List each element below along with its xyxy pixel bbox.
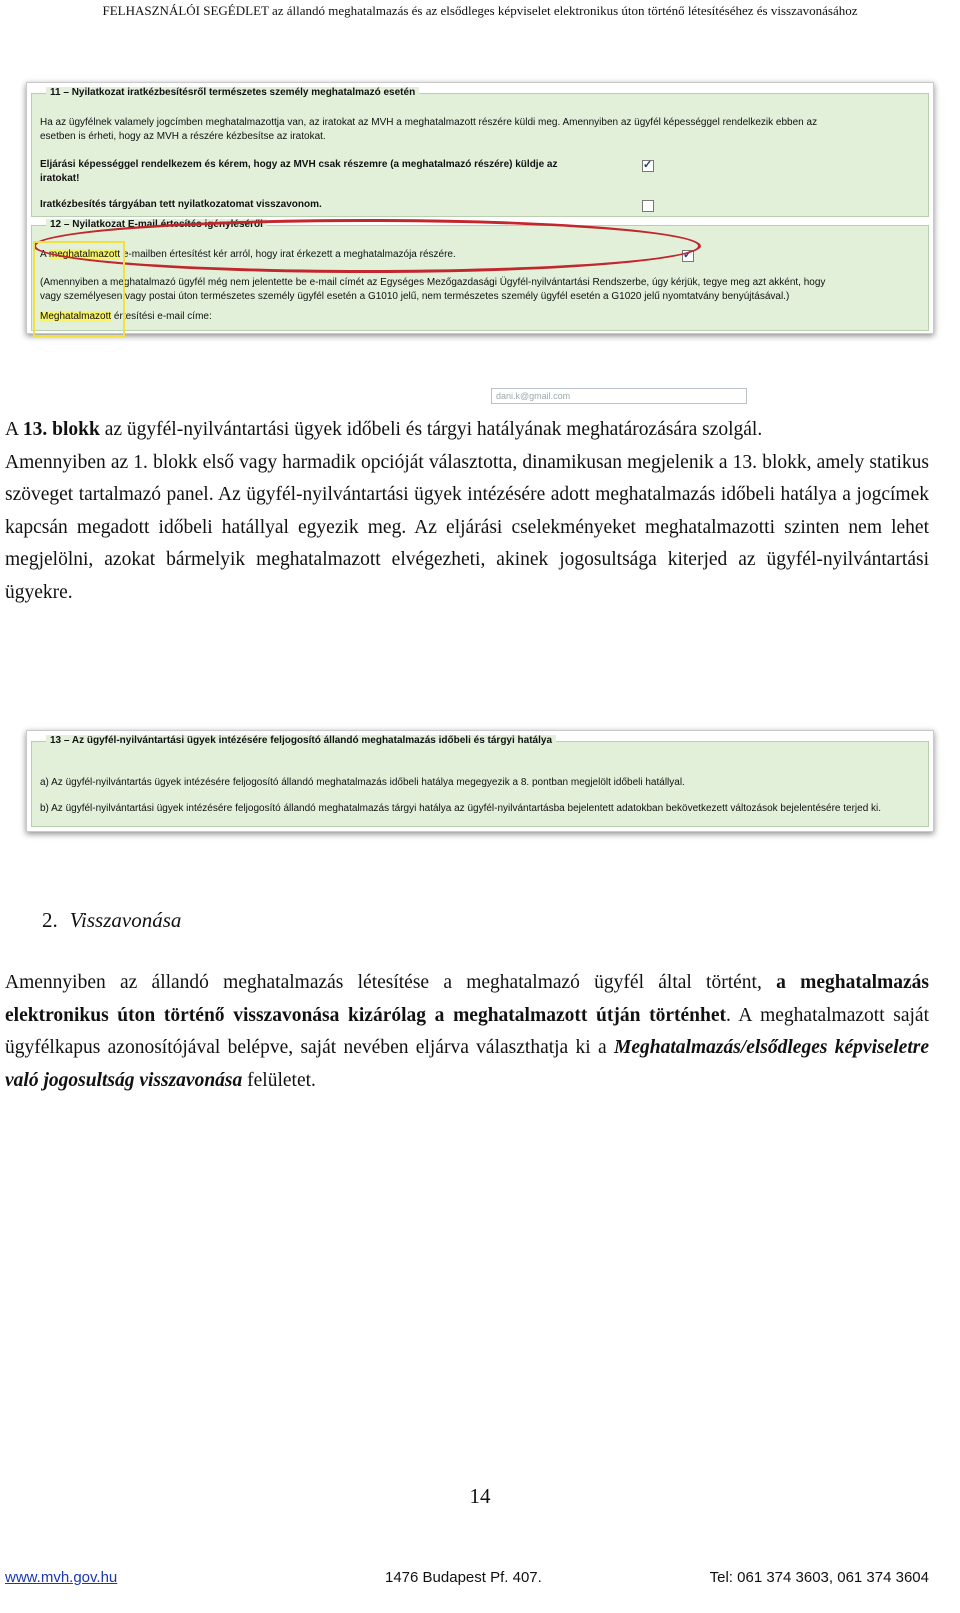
- section-11-option-1-line-1: Eljárási képességgel rendelkezem és kérem, hogy az MVH csak részemre (a meghatalmazó részére) küldje az: [40, 159, 558, 170]
- footer-website-link[interactable]: www.mvh.gov.hu: [5, 1569, 118, 1586]
- section-heading-visszavonasa: [42, 908, 181, 933]
- heading-number: 2.: [42, 908, 58, 932]
- intro-block-reference: 13. blokk: [22, 419, 100, 440]
- footer-address: 1476 Budapest Pf. 407.: [385, 1569, 542, 1586]
- revocation-interface-name: Meghatalmazás/elsődleges képviseletre való jogosultság visszavonása: [5, 1037, 929, 1091]
- section-11-info-line-1: Ha az ügyfélnek valamely jogcímben meghatalmazottja van, az iratokat az MVH a meghatalmazott részére küldi meg. Amennyiben az ügyfél képességgel rendelkezik ebben az: [40, 117, 818, 128]
- section-12-note-line-1: (Amennyiben a meghatalmazó ügyfél még nem jelentette be e-mail címét az Egységes Mezőgazdasági Ügyfél-nyilvántartási Rendszerbe, úgy kérjük, tegye meg azt akként, hogy: [40, 277, 826, 288]
- form-screenshot-section-13: [26, 730, 934, 832]
- section-13-line-a: a) Az ügyfél-nyilvántartás ügyek intézésére feljogosító állandó meghatalmazás időbeli hatálya megegyezik a 8. pontban megjelölt időbeli hatállyal.: [40, 777, 685, 788]
- heading-text: Visszavonása: [69, 908, 182, 932]
- section-12-email-label: [40, 310, 920, 323]
- revocation-text-1: Amennyiben az állandó meghatalmazás létesítése a meghatalmazó ügyfél által történt,: [5, 972, 777, 993]
- intro-text-post: az ügyfél-nyilvántartási ügyek időbeli és tárgyi hatályának meghatározására szolgál.: [99, 419, 763, 440]
- section-13-line-b: b) Az ügyfél-nyilvántartási ügyek intézésére feljogosító állandó meghatalmazás tárgyi hatálya az ügyfél-nyilvántartásba bejelentett adatokban bekövetkezett változások bejelentésére terjed ki.: [40, 803, 882, 814]
- section-12-email-request-post: e-mailben értesítést kér arról, hogy irat érkezett a meghatalmazója részére.: [120, 249, 456, 260]
- revocation-bold-statement: a meghatalmazás elektronikus úton történő visszavonása kizárólag a meghatalmazott útján történhet: [5, 972, 929, 1026]
- form-screenshot-sections-11-12: [26, 82, 934, 401]
- section-13-body: Amennyiben az 1. blokk első vagy harmadik opcióját választotta, dinamikusan megjelenik a 13. blokk, amely statikus szöveget tartalmazó panel. Az ügyfél-nyilvántartási ügyek intézésére adott meghatalmazás időbeli hatálya a jogcímek kapcsán megadott időbeli hatállyal egyezik meg. Az eljárási cselekményeket meghatalmazotti szinten nem lehet megjelölni, azokat bármelyik meghatalmazott elvégezheti, akinek jogosultsága kiterjed az ügyfél-nyilvántartási ügyekre.: [5, 451, 929, 603]
- section-12-email-label-highlight: Meghatalmazott: [40, 311, 112, 322]
- yellow-annotation-box: [33, 241, 125, 337]
- section-11-title: 11 – Nyilatkozat iratkézbesítésről természetes személy meghatalmazó esetén: [46, 87, 419, 98]
- section-11-option-2-checkbox[interactable]: [642, 200, 654, 212]
- section-13-panel: [31, 735, 929, 827]
- running-header: FELHASZNÁLÓI SEGÉDLET az állandó meghatalmazás és az elsődleges képviselet elektronikus úton történő létesítéséhez és visszavonásához: [102, 3, 858, 18]
- section-12-email-request-pre: A: [40, 249, 49, 260]
- section-11-option-1-checkbox[interactable]: [642, 160, 654, 172]
- section-13-description: [5, 414, 929, 609]
- revocation-text: [5, 967, 929, 1097]
- section-13-intro: [5, 414, 929, 447]
- section-12-note-line-2: vagy személyesen vagy postai úton természetes személy ügyfél esetén a G1010 jelű, nem természetes személy ügyfél esetén a G1020 jelű nyomtatvány benyújtásával.): [40, 291, 790, 302]
- red-annotation-oval: [33, 219, 701, 273]
- page-number: 14: [469, 1484, 491, 1508]
- intro-text-pre: A: [5, 419, 23, 440]
- section-12-email-label-post: értesítési e-mail címe:: [111, 311, 212, 322]
- section-11-info-line-2: esetben is érheti, hogy az MVH a részére kézbesítse az iratokat.: [40, 131, 326, 142]
- revocation-paragraph: [5, 967, 929, 1097]
- notification-email-input[interactable]: dani.k@gmail.com: [491, 388, 747, 404]
- section-11-panel: [31, 87, 929, 217]
- revocation-text-3: felületet.: [242, 1069, 316, 1091]
- footer-phone: Tel: 061 374 3603, 061 374 3604: [709, 1569, 929, 1586]
- section-12-title: 12 – Nyilatkozat E-mail értesítés igényléséről: [46, 219, 267, 230]
- revocation-text-2: . A meghatalmazott saját ügyfélkapus azonosítójával belépve, saját nevében eljárva választhatja ki a: [5, 1004, 930, 1058]
- section-13-title: 13 – Az ügyfél-nyilvántartási ügyek intézésére feljogosító állandó meghatalmazás időbeli és tárgyi hatálya: [46, 735, 556, 746]
- section-11-option-1-line-2: iratokat!: [40, 173, 80, 184]
- section-12-meghatalmazott-highlight: meghatalmazott: [48, 249, 121, 260]
- section-11-option-2: Iratkézbesítés tárgyában tett nyilatkozatomat visszavonom.: [40, 199, 322, 210]
